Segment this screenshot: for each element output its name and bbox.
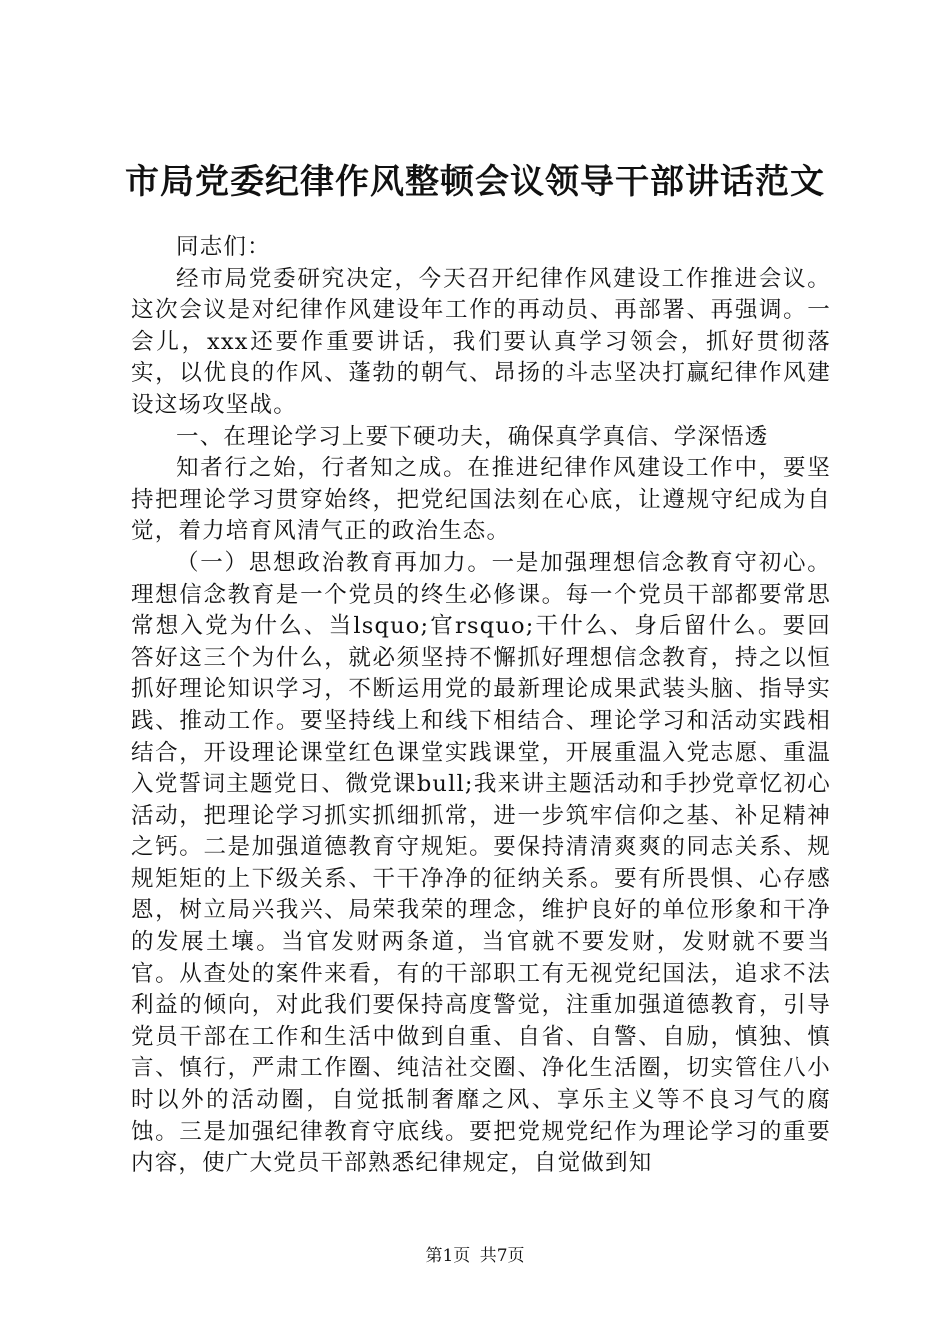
salutation: 同志们： xyxy=(176,234,271,260)
page-total: 共7页 xyxy=(479,1246,525,1266)
paragraph-subsection-1: （一）思想政治教育再加力。一是加强理想信念教育守初心。理想信念教育是一个党员的终生必修课。每一个党员干部都要常思常想入党为什么、当lsquo;官rsquo;干什么、身后留什么。要回答好这三个为什么，就必须坚持不懈抓好理想信念教育，持之以恒抓好理论知识学习，不断运用党的最新理论成果武装头脑、指导实践、推动工作。要坚持线上和线下相结合、理论学习和活动实践相结合，开设理论课堂红色课堂实践课堂，开展重温入党志愿、重温入党誓词主题党日、微党课bull;我来讲主题活动和手抄党章忆初心活动，把理论学习抓实抓细抓常，进一步筑牢信仰之基、补足精神之钙。二是加强道德教育守规矩。要保持清清爽爽的同志关系、规规矩矩的上下级关系、干干净净的征纳关系。要有所畏惧、心存感恩，树立局兴我兴、局荣我荣的理念，维护良好的单位形象和干净的发展土壤。当官发财两条道，当官就不要发财，发财就不要当官。从查处的案件来看，有的干部职工有无视党纪国法，追求不法利益的倾向，对此我们要保持高度警觉，注重加强道德教育，引导党员干部在工作和生活中做到自重、自省、自警、自励，慎独、慎言、慎行，严肃工作圈、纯洁社交圈、净化生活圈，切实管住八小时以外的活动圈，自觉抵制奢靡之风、享乐主义等不良习气的腐蚀。三是加强纪律教育守底线。要把党规党纪作为理论学习的重要内容，使广大党员干部熟悉纪律规定，自觉做到知 xyxy=(131,549,831,1177)
document-body xyxy=(131,232,831,1180)
paragraph-intro: 经市局党委研究决定，今天召开纪律作风建设工作推进会议。这次会议是对纪律作风建设年工作的再动员、再部署、再强调。一会儿，xxx还要作重要讲话，我们要认真学习领会，抓好贯彻落实，以优良的作风、蓬勃的朝气、昂扬的斗志坚决打赢纪律作风建设这场攻坚战。 xyxy=(131,265,831,418)
paragraph-section-1: 知者行之始，行者知之成。在推进纪律作风建设工作中，要坚持把理论学习贯穿始终，把党纪国法刻在心底，让遵规守纪成为自觉，着力培育风清气正的政治生态。 xyxy=(131,455,831,545)
page-footer xyxy=(0,1244,950,1268)
section-heading-1: 一、在理论学习上要下硬功夫，确保真学真信、学深悟透 xyxy=(176,423,769,450)
page-number: 第1页 xyxy=(425,1246,471,1266)
document-title: 市局党委纪律作风整顿会议领导干部讲话范文 xyxy=(125,162,825,202)
